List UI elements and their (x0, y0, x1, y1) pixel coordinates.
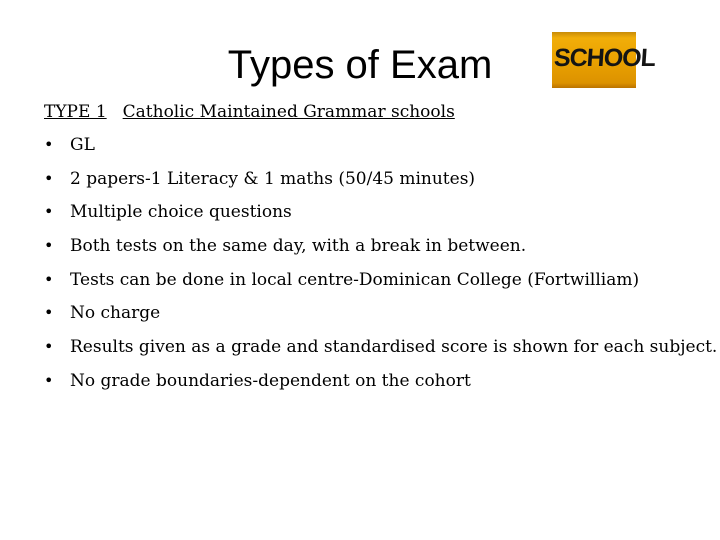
slide-title: Types of Exam (227, 43, 493, 87)
bullet-dot: • (44, 202, 54, 222)
bullet-dot: • (44, 135, 54, 154)
exam-type-label: TYPE 1 (44, 102, 107, 122)
bullet-text: No charge (70, 303, 161, 324)
school-sign-image (552, 32, 656, 88)
bullet-dot: • (44, 168, 54, 188)
image-shade (552, 32, 636, 38)
bullet-dot: • (44, 303, 54, 323)
bullet-text: Both tests on the same day, with a break in between. (70, 236, 527, 257)
bullet-dot: • (44, 236, 54, 256)
bullet-dot: • (44, 269, 54, 289)
school-sign-word: SCHOOL (553, 44, 656, 72)
exam-type-heading (44, 98, 455, 126)
bullet-text: No grade boundaries-dependent on the cohort (70, 370, 471, 391)
bullet-text: 2 papers-1 Literacy & 1 maths (50/45 minutes) (70, 168, 476, 189)
bullet-text: Results given as a grade and standardised score is shown for each subject. (70, 337, 718, 358)
bullet-dot: • (44, 337, 54, 357)
bullet-text: GL (70, 135, 95, 155)
bullet-text: Multiple choice questions (70, 202, 292, 223)
bullet-text: Tests can be done in local centre-Dominican College (Fortwilliam) (70, 269, 640, 290)
school-type-label: Catholic Maintained Grammar schools (122, 102, 455, 122)
image-rim (552, 83, 636, 88)
bullet-dot: • (44, 370, 54, 390)
